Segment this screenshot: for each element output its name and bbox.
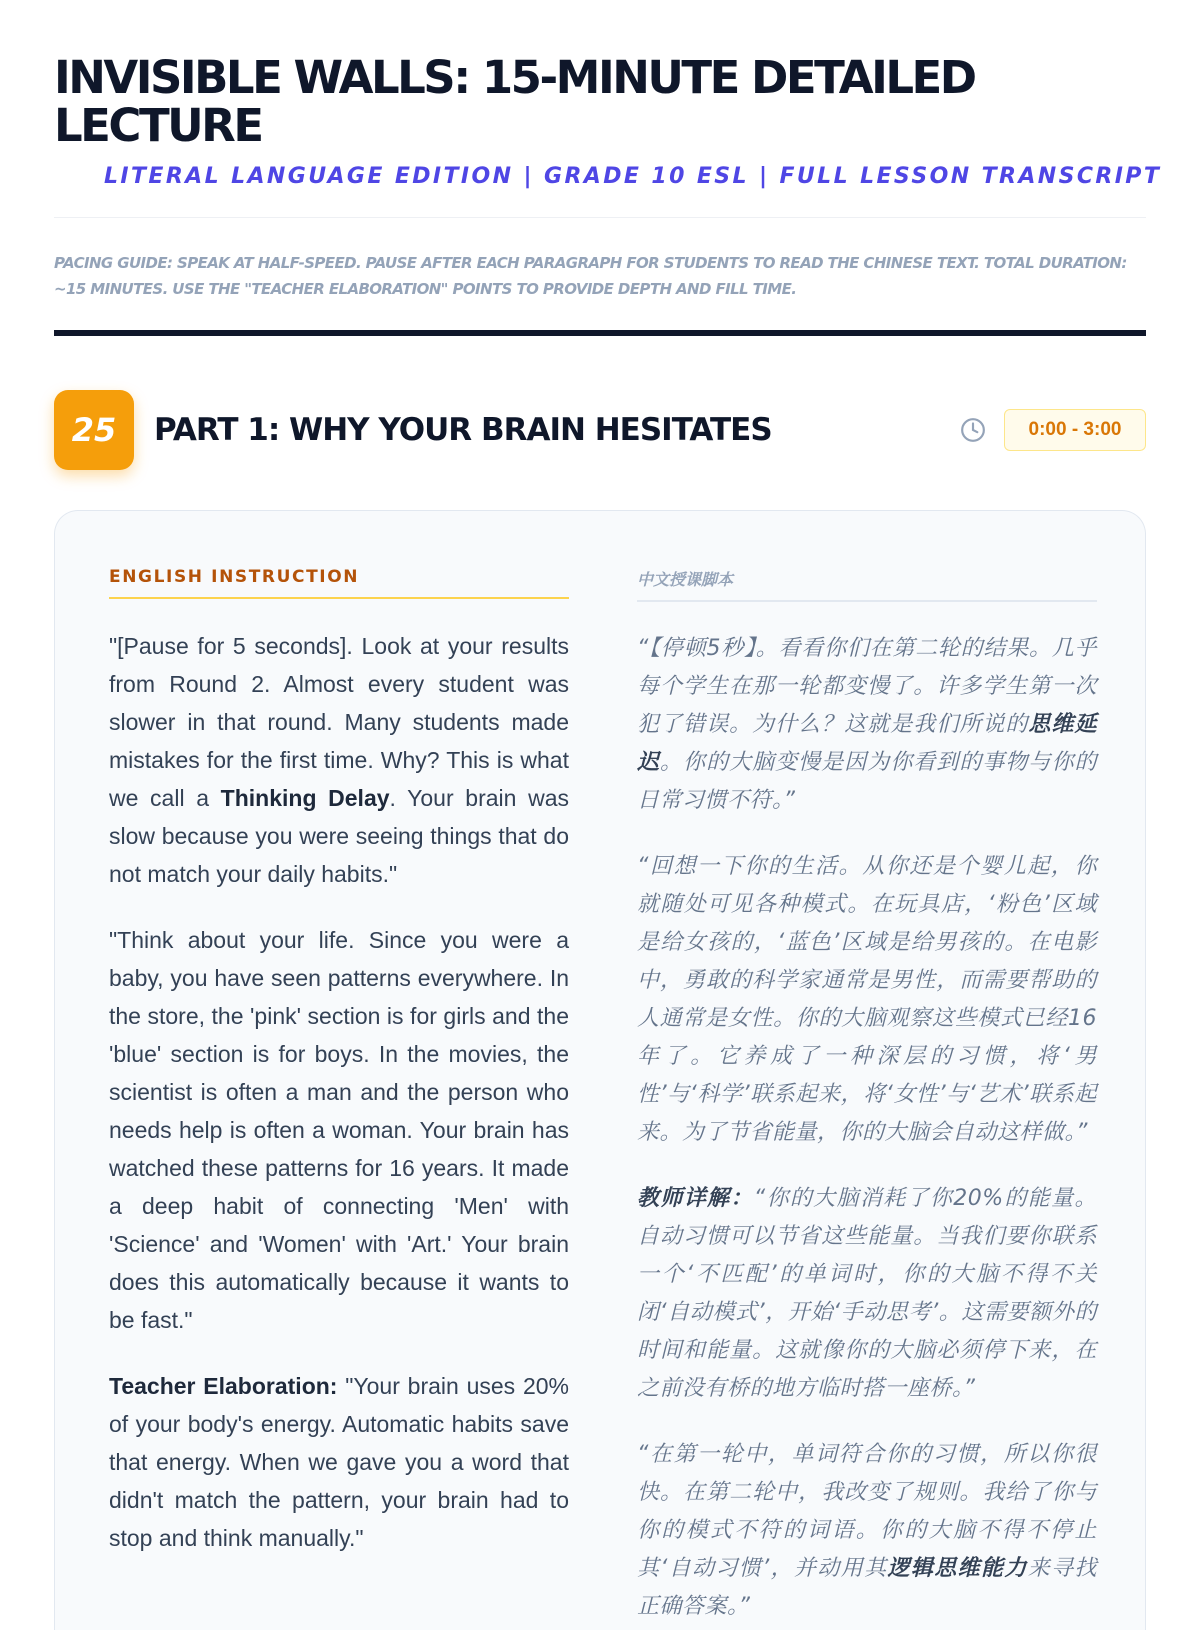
english-elaboration-text: "Your brain uses 20% of your body's energy. Automatic habits save that energy. When we gave you a word that didn't match the pattern, your brain had to stop and think manually." — [109, 1373, 569, 1551]
english-p1-text-a: "[Pause for 5 seconds]. Look at your results from Round 2. Almost every student was slower in that round. Many students made mistakes for the first time. Why? This is what we call a — [109, 633, 569, 811]
english-p1-term: Thinking Delay — [220, 785, 390, 811]
english-p1-text-b: . Your brain was slow because you were seeing things that do not match your daily habits." — [109, 785, 569, 887]
chinese-p1-text-b: 。你的大脑变慢是因为你看到的事物与你的日常习惯不符。” — [637, 750, 1097, 813]
lesson-card — [54, 510, 1146, 1630]
time-range-badge: 0:00 - 3:00 — [1004, 409, 1146, 451]
english-heading: ENGLISH INSTRUCTION — [109, 567, 569, 599]
chinese-p4-text-a: “在第一轮中，单词符合你的习惯，所以你很快。在第二轮中，我改变了规则。我给了你与你的模式不符的词语。你的大脑不得不停止其‘自动习惯’，并动用其 — [637, 1442, 1097, 1581]
header-divider — [54, 217, 1146, 218]
part-header — [54, 390, 1146, 470]
chinese-heading: 中文授课脚本 — [637, 567, 1097, 602]
english-paragraph-3 — [109, 1367, 569, 1557]
chinese-paragraph-2: “回想一下你的生活。从你还是个婴儿起，你就随处可见各种模式。在玩具店，‘粉色’区域是给女孩的，‘蓝色’区域是给男孩的。在电影中，勇敢的科学家通常是男性，而需要帮助的人通常是女性。你的大脑观察这些模式已经16年了。它养成了一种深层的习惯，将‘男性’与‘科学’联系起来，将‘女性’与‘艺术’联系起来。为了节省能量，你的大脑会自动这样做。” — [637, 854, 1097, 1145]
part-title: PART 1: WHY YOUR BRAIN HESITATES — [154, 412, 772, 448]
clock-icon — [960, 417, 986, 443]
page-title: INVISIBLE WALLS: 15-MINUTE DETAILED LECTURE — [54, 51, 975, 152]
part-badge: 25 — [54, 390, 134, 470]
chinese-paragraph-3 — [637, 1180, 1097, 1408]
chinese-paragraph-4 — [637, 1436, 1097, 1626]
english-column — [109, 567, 569, 1630]
english-elaboration-label: Teacher Elaboration: — [109, 1373, 338, 1399]
english-paragraph-2: "Think about your life. Since you were a baby, you have seen patterns everywhere. In the store, the 'pink' section is for girls and the 'blue' section is for boys. In the movies, the scientist is often a man and the person who needs help is often a woman. Your brain has watched these patterns for 16 years. It made a deep habit of connecting 'Men' with 'Science' and 'Women' with 'Art.' Your brain does this automatically because it wants to be fast." — [109, 927, 569, 1333]
section-divider — [54, 330, 1146, 336]
chinese-p4-text-b: 来寻找正确答案。” — [637, 1556, 1097, 1619]
chinese-elaboration-text: “你的大脑消耗了你20%的能量。自动习惯可以节省这些能量。当我们要你联系一个‘不匹配’的单词时，你的大脑不得不关闭‘自动模式’，开始‘手动思考’。这需要额外的时间和能量。这就像你的大脑必须停下来，在之前没有桥的地方临时搭一座桥。” — [637, 1186, 1097, 1401]
pacing-guide: PACING GUIDE: SPEAK AT HALF-SPEED. PAUSE AFTER EACH PARAGRAPH FOR STUDENTS TO READ THE CHINESE TEXT. TOTAL DURATION: ~15 MINUTES. USE THE "TEACHER ELABORATION" POINTS TO PROVIDE DEPTH AND FILL TIME. — [54, 254, 1127, 298]
chinese-p1-text-a: “【停顿5秒】。看看你们在第二轮的结果。几乎每个学生在那一轮都变慢了。许多学生第一次犯了错误。为什么？这就是我们所说的 — [637, 636, 1097, 737]
chinese-p1-term: 思维延迟 — [637, 712, 1097, 775]
chinese-elaboration-label: 教师详解： — [637, 1186, 754, 1211]
chinese-p4-term: 逻辑思维能力 — [887, 1556, 1028, 1581]
chinese-paragraph-1 — [637, 630, 1097, 820]
chinese-column — [637, 567, 1097, 1630]
page-subtitle: LITERAL LANGUAGE EDITION | GRADE 10 ESL | FULL LESSON TRANSCRIPT — [104, 164, 1162, 189]
english-paragraph-1 — [109, 627, 569, 893]
